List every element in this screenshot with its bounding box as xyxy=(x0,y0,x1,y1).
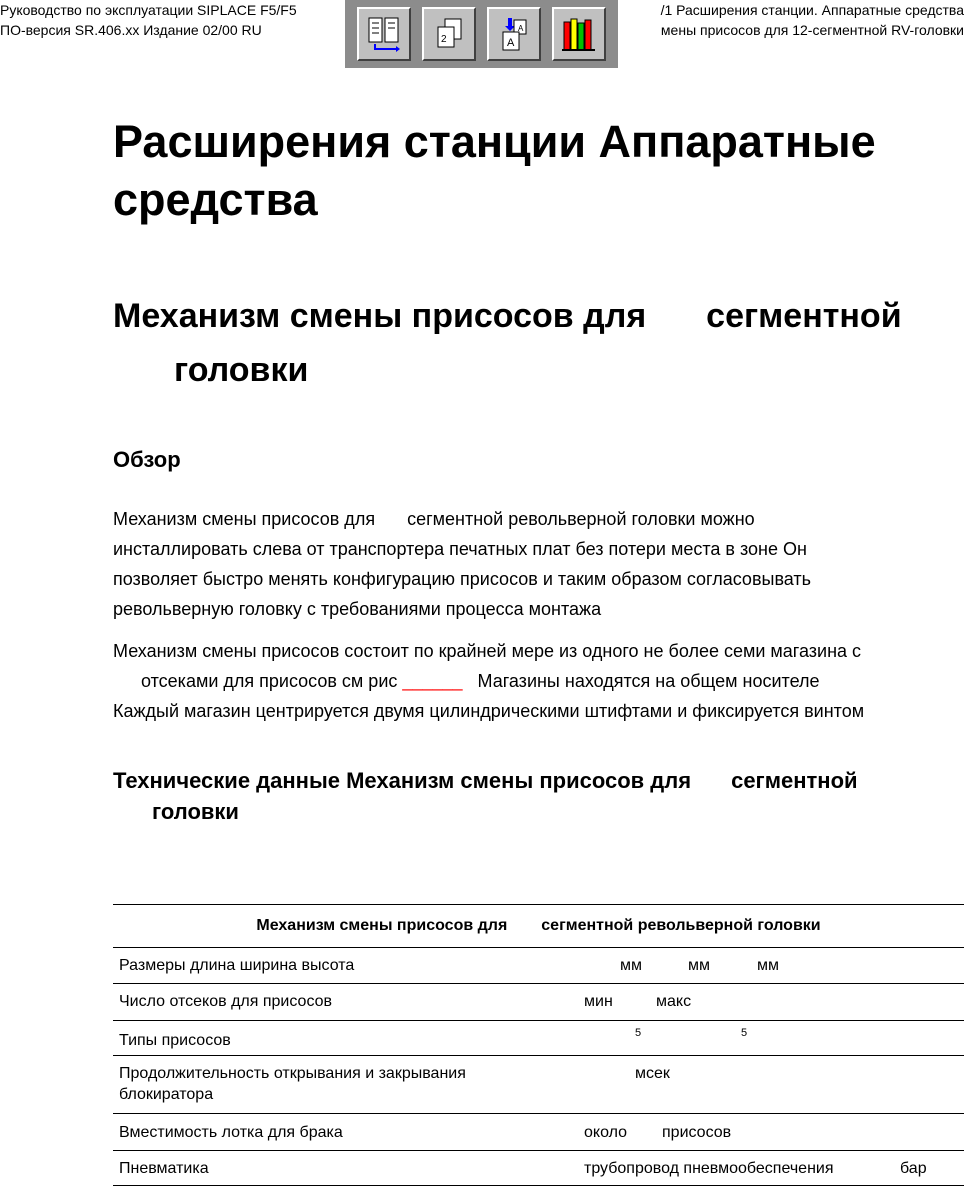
row-value: макс xyxy=(656,993,692,1010)
navigation-toolbar xyxy=(345,0,618,68)
table-row xyxy=(113,1056,964,1114)
table-row xyxy=(113,948,964,984)
section-heading-line1 xyxy=(113,294,902,338)
row-label: Размеры длина ширина высота xyxy=(119,957,355,974)
row-value: мм xyxy=(757,957,779,974)
text-line: револьверную головку с требованиями процесса монтажа xyxy=(113,599,602,619)
row-value: 5 xyxy=(635,1027,642,1039)
table-header xyxy=(113,904,964,948)
section-heading-line2: головки xyxy=(174,351,309,389)
text-line xyxy=(113,666,864,696)
row-label: Число отсеков для присосов xyxy=(119,993,333,1010)
section-title: мены присосов для 12-сегментной RV-головки xyxy=(660,22,964,38)
row-value: 5 xyxy=(741,1027,748,1039)
row-value: присосов xyxy=(662,1124,732,1141)
text-fragment: Магазины находятся на общем носителе xyxy=(477,671,820,691)
table-row xyxy=(113,984,964,1021)
text-fragment: отсеками для присосов см рис xyxy=(141,671,398,691)
overview-paragraph-1 xyxy=(113,504,811,624)
manual-title: Руководство по эксплуатации SIPLACE F5/F5 xyxy=(0,2,297,18)
tech-heading-part-a: Технические данные Механизм смены присосов для xyxy=(113,768,692,793)
tech-data-table xyxy=(113,904,964,1186)
tech-data-heading-line1 xyxy=(113,766,858,796)
header-right xyxy=(661,0,964,40)
text-line: инсталлировать слева от транспортера печатных плат без потери места в зоне Он xyxy=(113,539,807,559)
library-button[interactable] xyxy=(552,7,606,61)
tech-heading-part-b: сегментной xyxy=(731,768,858,793)
row-value: трубопровод пневмообеспечения xyxy=(584,1160,834,1177)
table-row xyxy=(113,1021,964,1056)
svg-text:2: 2 xyxy=(440,34,447,45)
figure-reference-link[interactable]: ______ xyxy=(402,671,463,691)
section-heading-part-b: сегментной xyxy=(706,297,902,335)
search-text-icon xyxy=(494,14,534,54)
version-edition: ПО-версия SR.406.xx Издание 02/00 RU xyxy=(0,22,262,38)
row-value: мин xyxy=(584,993,613,1010)
row-value: около xyxy=(584,1124,628,1141)
row-value: мм xyxy=(688,957,710,974)
chapter-index-button[interactable] xyxy=(357,7,411,61)
header-left xyxy=(0,0,297,40)
svg-text:A: A xyxy=(507,37,515,49)
row-label: Пневматика xyxy=(119,1160,209,1177)
overview-paragraph-2 xyxy=(113,636,864,726)
text-line xyxy=(113,504,811,534)
text-line: Механизм смены присосов состоит по крайней мере из одного не более семи магазина с xyxy=(113,641,862,661)
text-line: позволяет быстро менять конфигурацию присосов и таким образом согласовывать xyxy=(113,569,812,589)
chapter-title: /1 Расширения станции. Аппаратные средства xyxy=(660,2,964,18)
row-value: мм xyxy=(620,957,642,974)
page-copy-button[interactable] xyxy=(422,7,476,61)
text-line: Каждый магазин центрируется двумя цилиндрическими штифтами и фиксируется винтом xyxy=(113,701,865,721)
section-heading-part-a: Механизм смены присосов для xyxy=(113,297,647,335)
table-header-part-a: Механизм смены присосов для xyxy=(256,917,508,934)
overview-heading: Обзор xyxy=(113,447,181,472)
row-label: Типы присосов xyxy=(119,1032,231,1049)
search-text-button[interactable] xyxy=(487,7,541,61)
page-copy-icon xyxy=(429,14,469,54)
table-row xyxy=(113,1151,964,1186)
table-row xyxy=(113,1114,964,1151)
row-label: Вместимость лотка для брака xyxy=(119,1124,343,1141)
text-fragment: сегментной револьверной головки можно xyxy=(407,509,755,529)
text-fragment: Механизм смены присосов для xyxy=(113,509,376,529)
chapter-index-icon xyxy=(364,14,404,54)
row-value: бар xyxy=(900,1160,927,1177)
tech-data-heading-line2: головки xyxy=(152,799,239,824)
table-header-part-b: сегментной револьверной головки xyxy=(541,917,821,934)
row-label: Продолжительность открывания и закрывания блокиратора xyxy=(119,1065,466,1103)
svg-text:A: A xyxy=(518,24,524,33)
bookshelf-icon xyxy=(559,14,599,54)
chapter-heading: Расширения станции Аппаратные средства xyxy=(113,116,876,225)
row-value: мсек xyxy=(635,1065,670,1082)
